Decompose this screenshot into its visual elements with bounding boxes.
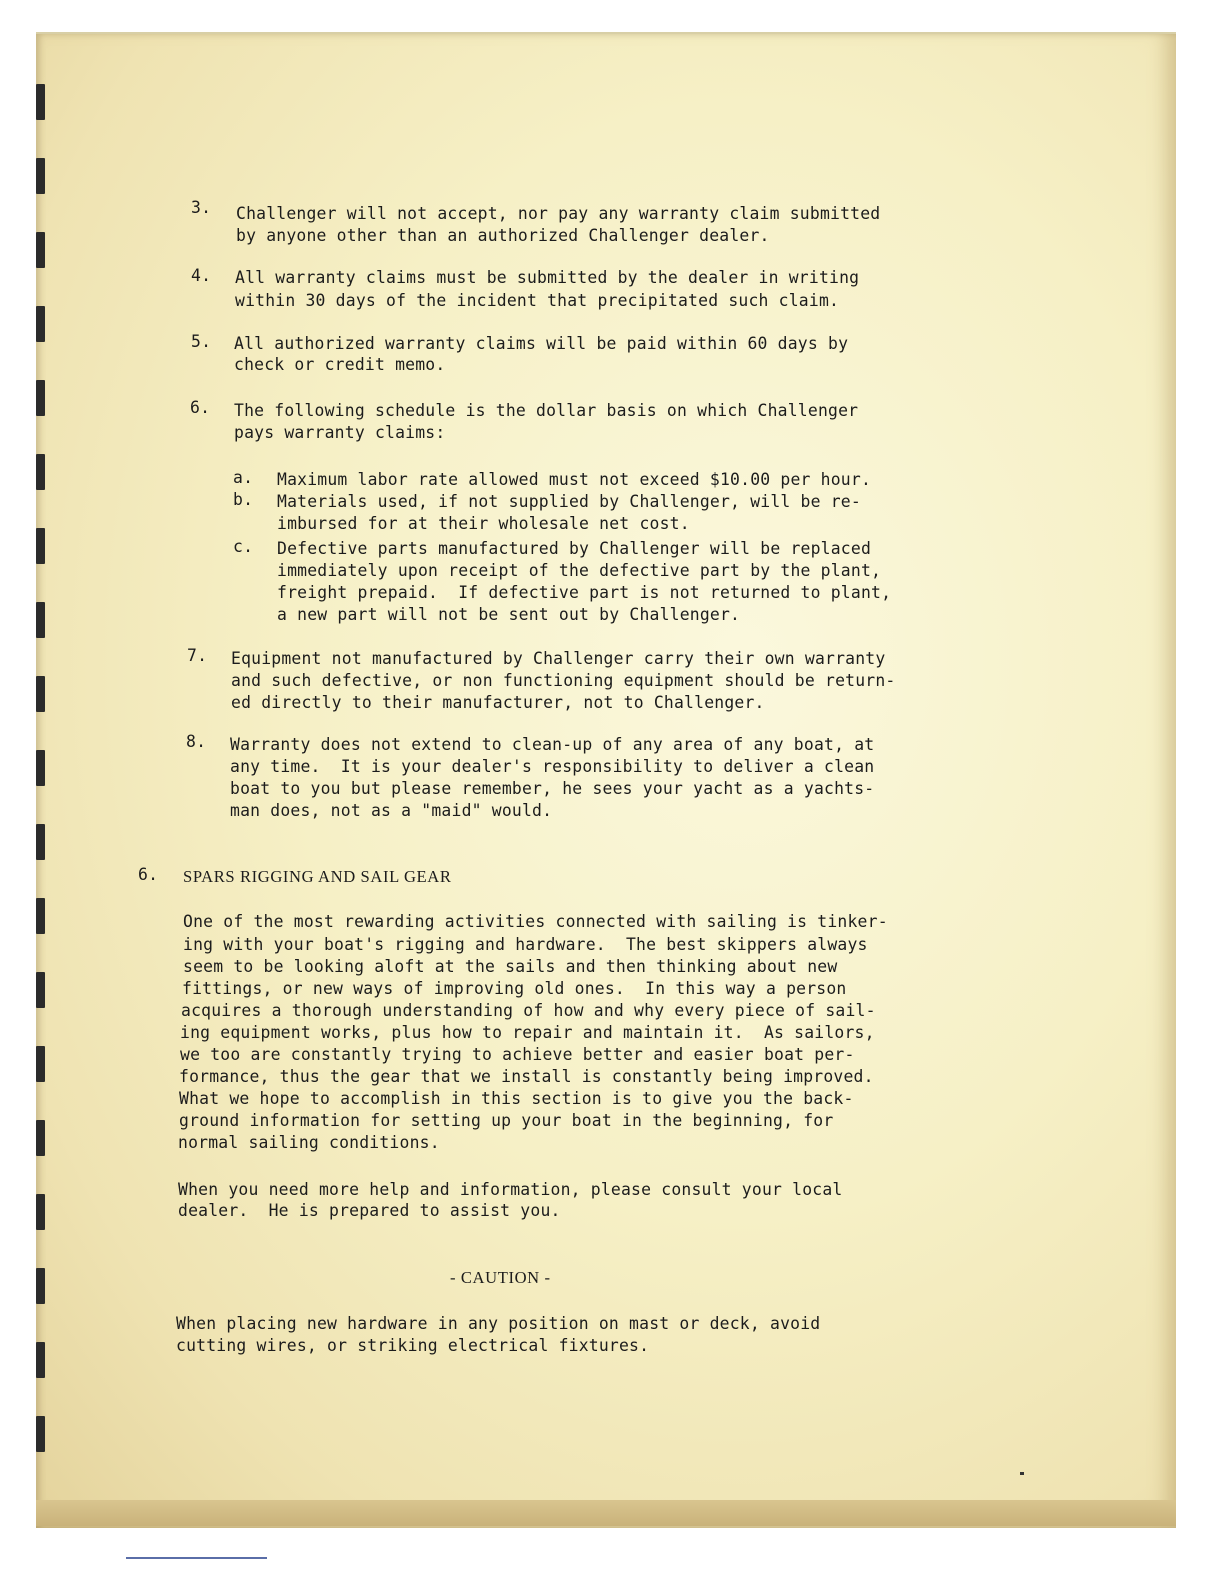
binding-tab bbox=[36, 454, 45, 490]
caution-text: When placing new hardware in any position on mast or deck, avoid bbox=[176, 1314, 821, 1333]
item-text: man does, not as a "maid" would. bbox=[230, 801, 553, 820]
paragraph-line: ground information for setting up your boat in the beginning, for bbox=[179, 1111, 834, 1130]
section-heading: SPARS RIGGING AND SAIL GEAR bbox=[183, 867, 452, 886]
paragraph-line: dealer. He is prepared to assist you. bbox=[178, 1201, 561, 1220]
item-number: 8. bbox=[186, 732, 207, 751]
page-bottom-edge bbox=[36, 1500, 1176, 1526]
item-number: 3. bbox=[191, 198, 212, 217]
item-text: by anyone other than an authorized Challenger dealer. bbox=[236, 226, 770, 245]
paragraph-line: fittings, or new ways of improving old ones. In this way a person bbox=[182, 979, 847, 998]
binding-tab bbox=[36, 1268, 45, 1304]
binding-tab bbox=[36, 306, 45, 342]
subitem-text: freight prepaid. If defective part is not returned to plant, bbox=[277, 583, 892, 602]
item-number: 4. bbox=[191, 266, 212, 285]
paragraph-line: When you need more help and information, please consult your local bbox=[178, 1180, 843, 1199]
binding-tab bbox=[36, 972, 45, 1008]
item-number: 6. bbox=[190, 398, 211, 417]
subitem-text: Maximum labor rate allowed must not exceed $10.00 per hour. bbox=[277, 470, 872, 489]
item-text: ed directly to their manufacturer, not to Challenger. bbox=[231, 693, 765, 712]
subitem-text: a new part will not be sent out by Challenger. bbox=[277, 605, 741, 624]
item-text: and such defective, or non functioning equipment should be return- bbox=[231, 671, 896, 690]
item-text: check or credit memo. bbox=[234, 355, 446, 374]
item-text: The following schedule is the dollar basis on which Challenger bbox=[234, 401, 859, 420]
binding-tab bbox=[36, 158, 45, 194]
item-text: pays warranty claims: bbox=[234, 423, 446, 442]
item-number: 5. bbox=[191, 332, 212, 351]
subitem-letter: b. bbox=[233, 490, 254, 509]
paragraph-line: One of the most rewarding activities connected with sailing is tinker- bbox=[183, 912, 888, 931]
paragraph-line: ing equipment works, plus how to repair and maintain it. As sailors, bbox=[180, 1023, 875, 1042]
paragraph-line: acquires a thorough understanding of how and why every piece of sail- bbox=[181, 1001, 876, 1020]
subitem-text: Defective parts manufactured by Challenger will be replaced bbox=[277, 539, 872, 558]
item-text: within 30 days of the incident that precipitated such claim. bbox=[235, 291, 840, 310]
item-number: 7. bbox=[187, 646, 208, 665]
item-text: Challenger will not accept, nor pay any warranty claim submitted bbox=[236, 204, 881, 223]
binding-tab bbox=[36, 380, 45, 416]
binding-tab bbox=[36, 898, 45, 934]
paragraph-line: formance, thus the gear that we install is constantly being improved. bbox=[179, 1067, 874, 1086]
binding-tab bbox=[36, 602, 45, 638]
ink-speck bbox=[1020, 1472, 1024, 1475]
caution-heading: - CAUTION - bbox=[450, 1268, 551, 1287]
bottom-rule bbox=[126, 1557, 267, 1559]
paragraph-line: What we hope to accomplish in this section is to give you the back- bbox=[179, 1089, 854, 1108]
subitem-letter: a. bbox=[233, 468, 254, 487]
binding-tab bbox=[36, 84, 45, 120]
paragraph-line: seem to be looking aloft at the sails and then thinking about new bbox=[183, 957, 838, 976]
binding-tab bbox=[36, 232, 45, 268]
paragraph-line: normal sailing conditions. bbox=[178, 1133, 440, 1152]
binding-tab bbox=[36, 1046, 45, 1082]
binding-tab bbox=[36, 1416, 45, 1452]
paragraph-line: we too are constantly trying to achieve better and easier boat per- bbox=[180, 1045, 855, 1064]
binding-tab bbox=[36, 750, 45, 786]
binding-tab bbox=[36, 528, 45, 564]
binding-tab bbox=[36, 1342, 45, 1378]
item-text: any time. It is your dealer's responsibility to deliver a clean bbox=[230, 757, 875, 776]
caution-text: cutting wires, or striking electrical fixtures. bbox=[176, 1336, 650, 1355]
binding-tab bbox=[36, 1120, 45, 1156]
subitem-text: imbursed for at their wholesale net cost. bbox=[277, 514, 690, 533]
item-text: Equipment not manufactured by Challenger carry their own warranty bbox=[231, 649, 886, 668]
paragraph-line: ing with your boat's rigging and hardware. The best skippers always bbox=[183, 935, 868, 954]
item-text: All warranty claims must be submitted by the dealer in writing bbox=[235, 268, 860, 287]
binding-tab bbox=[36, 1194, 45, 1230]
binding-tab bbox=[36, 824, 45, 860]
section-number: 6. bbox=[138, 865, 159, 884]
binding-tab bbox=[36, 676, 45, 712]
item-text: boat to you but please remember, he sees your yacht as a yachts- bbox=[230, 779, 875, 798]
subitem-text: immediately upon receipt of the defective part by the plant, bbox=[277, 561, 882, 580]
subitem-text: Materials used, if not supplied by Challenger, will be re- bbox=[277, 492, 861, 511]
item-text: Warranty does not extend to clean-up of any area of any boat, at bbox=[230, 735, 875, 754]
item-text: All authorized warranty claims will be paid within 60 days by bbox=[234, 334, 849, 353]
subitem-letter: c. bbox=[233, 537, 254, 556]
